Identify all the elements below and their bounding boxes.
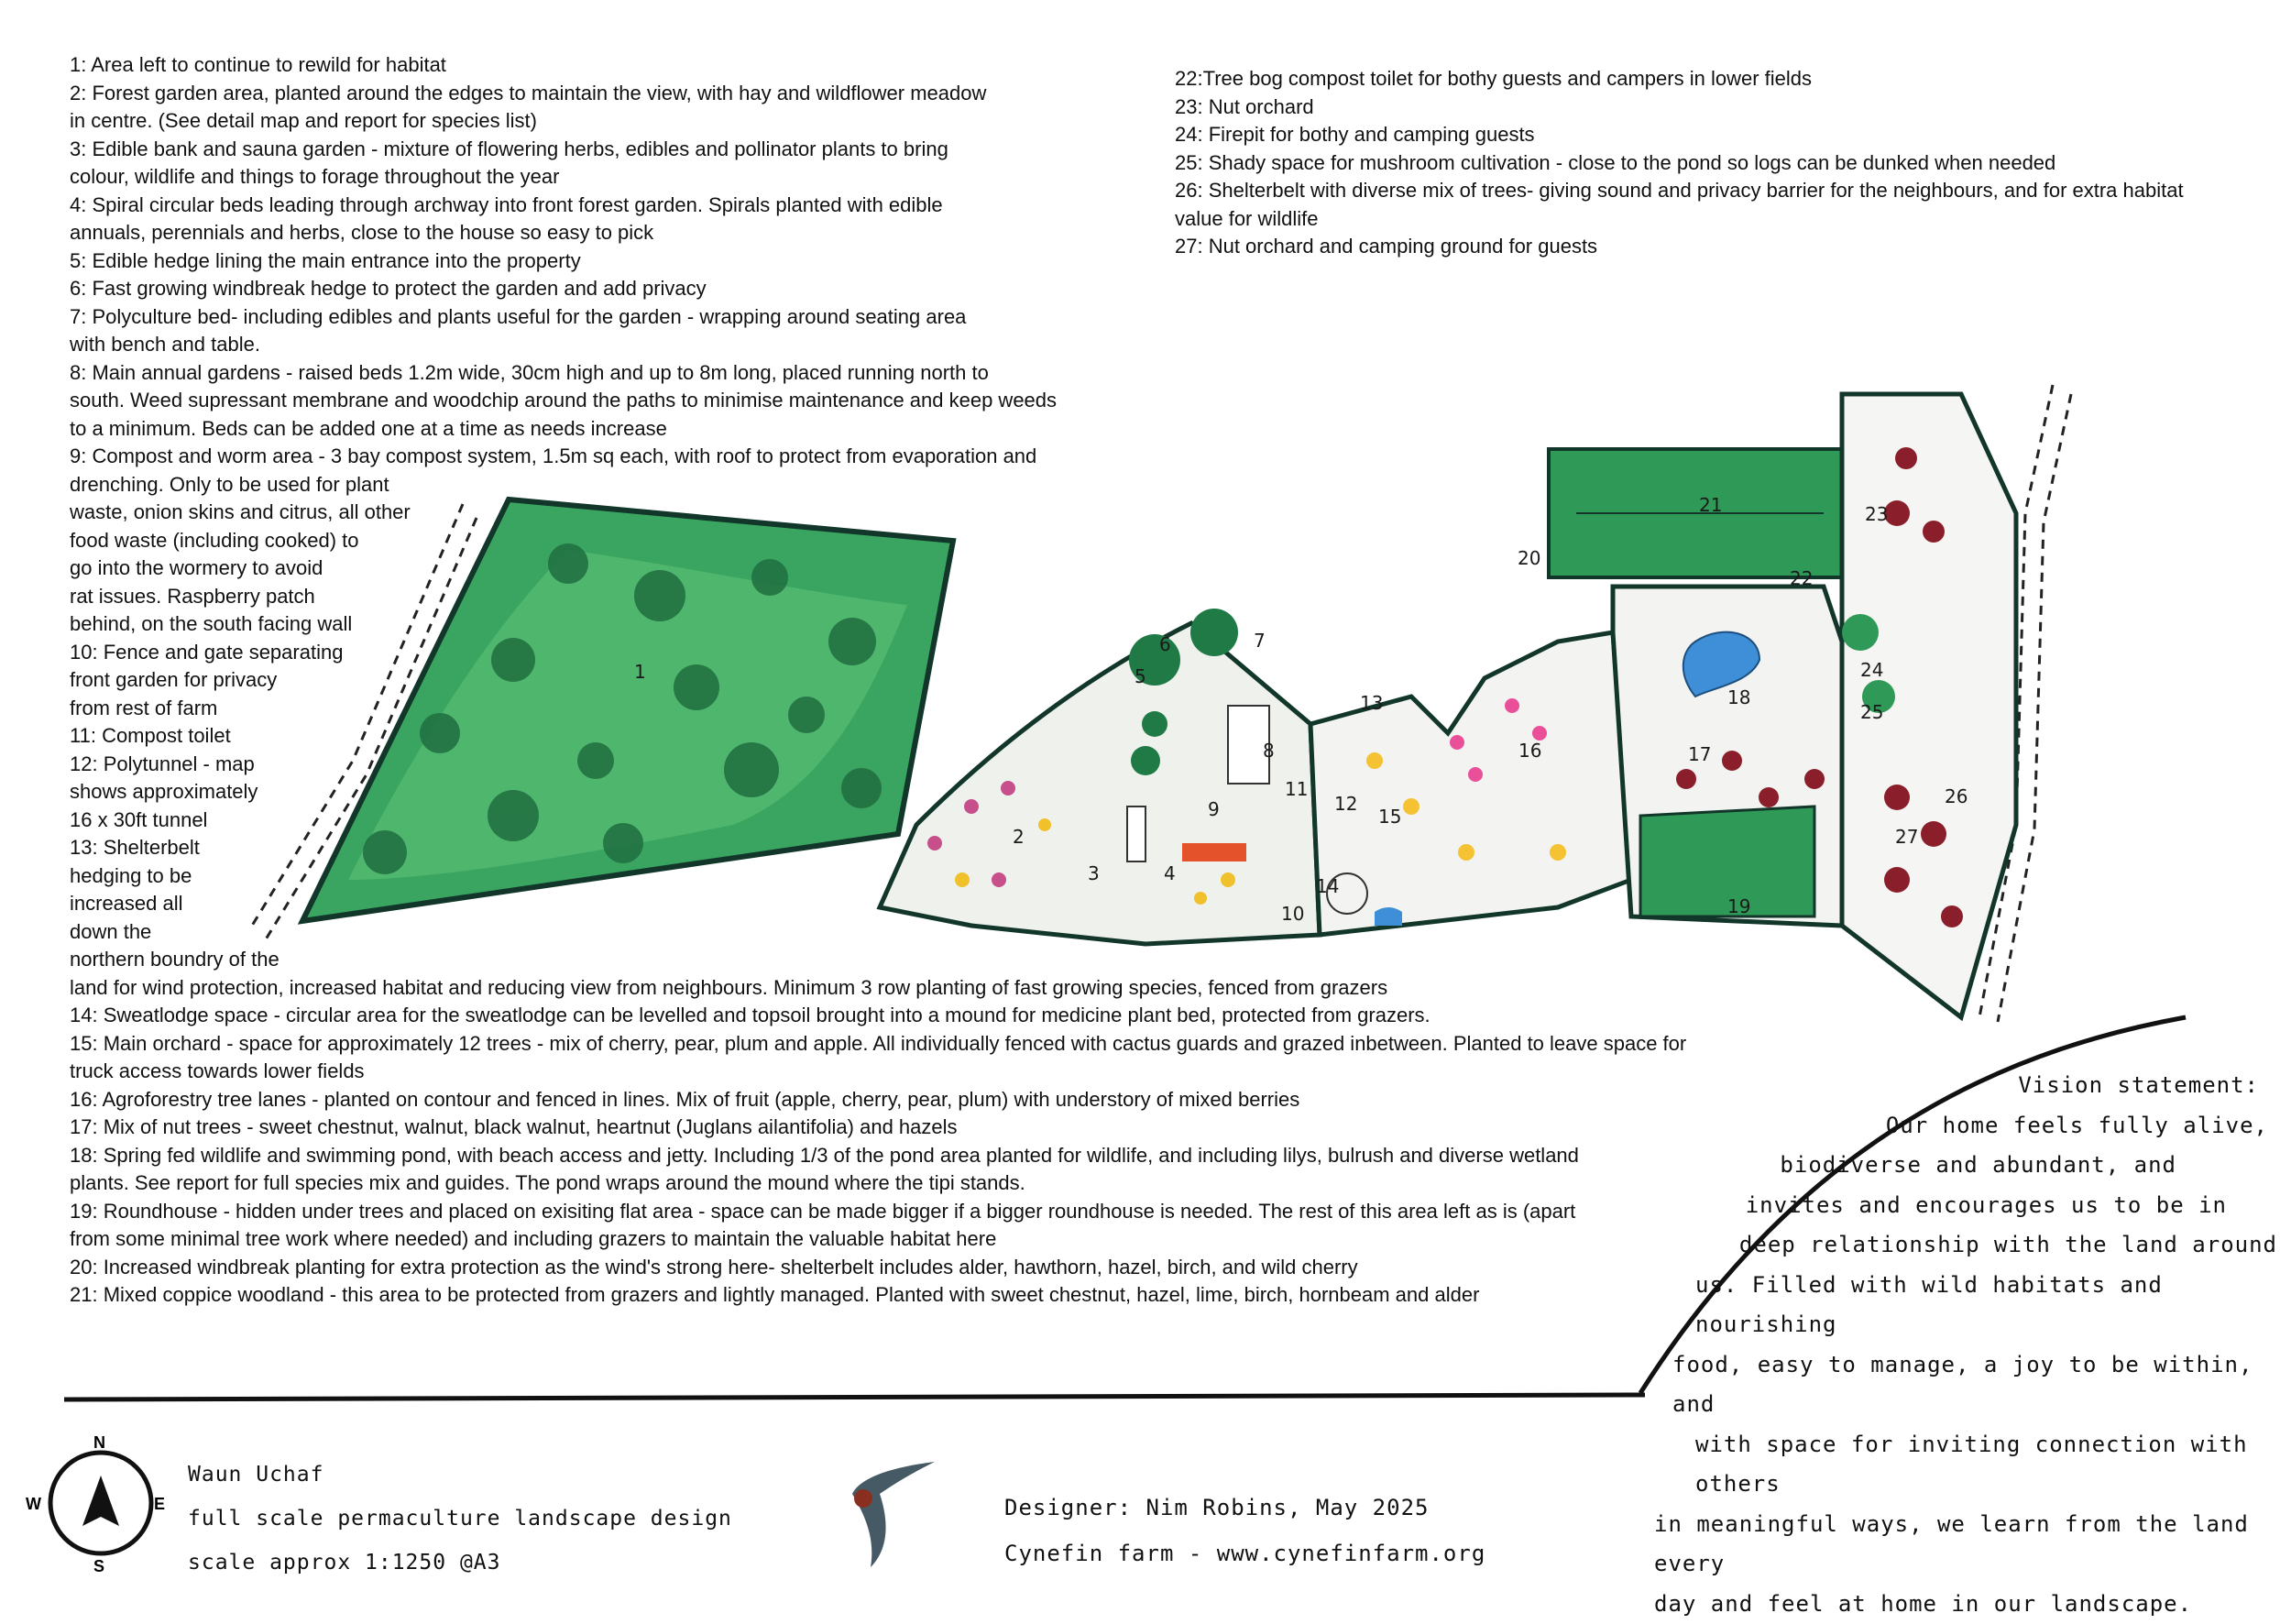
map-label-27: 27 <box>1895 826 1918 848</box>
map-label-1: 1 <box>634 661 646 683</box>
key-line: 23: Nut orchard <box>1175 93 2184 122</box>
key-line: 8: Main annual gardens - raised beds 1.2m wide, 30cm high and up to 8m long, placed running north to <box>70 359 1686 388</box>
map-label-8: 8 <box>1263 740 1275 762</box>
key-line: increased all <box>70 890 1686 918</box>
key-line: 6: Fast growing windbreak hedge to protect the garden and add privacy <box>70 275 1686 303</box>
compass-w: W <box>26 1495 41 1513</box>
key-line: 12: Polytunnel - map <box>70 751 1686 779</box>
map-label-13: 13 <box>1360 692 1383 714</box>
map-label-15: 15 <box>1378 806 1401 828</box>
key-line: down the <box>70 918 1686 947</box>
key-line: in centre. (See detail map and report for species list) <box>70 107 1686 136</box>
designer-block <box>1004 1485 1485 1576</box>
compass-e: E <box>154 1495 165 1513</box>
map-label-6: 6 <box>1159 633 1171 655</box>
key-line: 1: Area left to continue to rewild for habitat <box>70 51 1686 80</box>
key-line: rat issues. Raspberry patch <box>70 583 1686 611</box>
key-line: 18: Spring fed wildlife and swimming pond, with beach access and jetty. Including 1/3 of the pond area planted for wildlife, and including lilys, bulrush and diverse wetland <box>70 1142 1686 1170</box>
map-label-25: 25 <box>1860 701 1883 723</box>
vision-line: deep relationship with the land around <box>1640 1225 2282 1266</box>
key-line: 10: Fence and gate separating <box>70 639 1686 667</box>
key-line: 9: Compost and worm area - 3 bay compost system, 1.5m sq each, with roof to protect from evaporation and <box>70 443 1686 471</box>
key-line: 26: Shelterbelt with diverse mix of trees- giving sound and privacy barrier for the neighbours, and for extra habitat <box>1175 177 2184 205</box>
key-line: 22:Tree bog compost toilet for bothy guests and campers in lower fields <box>1175 65 2184 93</box>
map-label-17: 17 <box>1688 743 1711 765</box>
area-coppice-woodland <box>1549 449 1842 577</box>
key-line: south. Weed supressant membrane and woodchip around the paths to minimise maintenance and keep weeds <box>70 387 1686 415</box>
key-line: food waste (including cooked) to <box>70 527 1686 555</box>
vision-line: day and feel at home in our landscape. <box>1640 1585 2282 1624</box>
key-line: behind, on the south facing wall <box>70 610 1686 639</box>
area-1-rewild <box>302 499 953 921</box>
key-line: 27: Nut orchard and camping ground for guests <box>1175 233 2184 261</box>
compass-n: N <box>93 1433 105 1452</box>
farm-website: Cynefin farm - www.cynefinfarm.org <box>1004 1531 1485 1576</box>
compost-bays-area-9 <box>1182 843 1246 861</box>
swallow-illustration <box>852 1462 935 1567</box>
map-label-4: 4 <box>1164 862 1176 884</box>
map-label-21: 21 <box>1699 494 1722 516</box>
vision-line: invites and encourages us to be in <box>1640 1186 2282 1226</box>
key-line: 16 x 30ft tunnel <box>70 807 1686 835</box>
key-line: 15: Main orchard - space for approximately 12 trees - mix of cherry, pear, plum and apple. All individually fenced with cactus guards and grazed inbetween. Planted to leave space for <box>70 1030 1686 1059</box>
key-line: 5: Edible hedge lining the main entrance into the property <box>70 247 1686 276</box>
vision-line: biodiverse and abundant, and <box>1640 1146 2282 1186</box>
footer-divider-line <box>64 1395 1645 1399</box>
key-line: value for wildlife <box>1175 205 2184 234</box>
key-line: 19: Roundhouse - hidden under trees and placed on exisiting flat area - space can be made bigger if a bigger roundhouse is needed. The rest of this area left as is (apart <box>70 1198 1686 1226</box>
key-line: northern boundry of the <box>70 946 1686 974</box>
key-line: 20: Increased windbreak planting for extra protection as the wind's strong here- shelterbelt includes alder, hawthorn, hazel, birch, and wild cherry <box>70 1254 1686 1282</box>
map-label-5: 5 <box>1135 665 1146 687</box>
compass-icon <box>26 1433 165 1575</box>
map-label-7: 7 <box>1254 630 1266 652</box>
key-line: 16: Agroforestry tree lanes - planted on contour and fenced in lines. Mix of fruit (apple, cherry, pear, plum) with understory of mixed berries <box>70 1086 1686 1114</box>
key-line: front garden for privacy <box>70 666 1686 695</box>
key-line: from rest of farm <box>70 695 1686 723</box>
key-line: 11: Compost toilet <box>70 722 1686 751</box>
map-label-23: 23 <box>1865 503 1888 525</box>
map-label-24: 24 <box>1860 659 1883 681</box>
key-line: with bench and table. <box>70 331 1686 359</box>
map-label-10: 10 <box>1281 903 1304 925</box>
vision-statement <box>1640 1066 2282 1624</box>
map-label-9: 9 <box>1208 798 1220 820</box>
key-line: go into the wormery to avoid <box>70 554 1686 583</box>
key-line: 7: Polyculture bed- including edibles and plants useful for the garden - wrapping around seating area <box>70 303 1686 332</box>
site-name: Waun Uchaf <box>188 1453 732 1497</box>
key-line: 3: Edible bank and sauna garden - mixture of flowering herbs, edibles and pollinator plants to bring <box>70 136 1686 164</box>
map-label-2: 2 <box>1013 826 1025 848</box>
key-line: 24: Firepit for bothy and camping guests <box>1175 121 2184 149</box>
vision-line: with space for inviting connection with others <box>1640 1425 2282 1505</box>
vision-line: Our home feels fully alive, <box>1640 1106 2282 1147</box>
map-label-26: 26 <box>1945 785 1968 807</box>
area-front-garden <box>880 609 1320 944</box>
map-label-20: 20 <box>1518 547 1540 569</box>
title-block <box>188 1453 732 1585</box>
map-label-11: 11 <box>1285 778 1308 800</box>
key-line: hedging to be <box>70 862 1686 891</box>
key-line: 13: Shelterbelt <box>70 834 1686 862</box>
map-label-22: 22 <box>1790 567 1813 589</box>
vision-heading: Vision statement: <box>1640 1066 2282 1106</box>
map-label-12: 12 <box>1334 793 1357 815</box>
vision-line: food, easy to manage, a joy to be within, and <box>1640 1345 2282 1425</box>
key-line: 14: Sweatlodge space - circular area for the sweatlodge can be levelled and topsoil brought into a mound for medicine plant bed, protected from grazers. <box>70 1002 1686 1030</box>
vision-line: in meaningful ways, we learn from the land every <box>1640 1505 2282 1585</box>
map-label-3: 3 <box>1088 862 1100 884</box>
design-subtitle: full scale permaculture landscape design <box>188 1497 732 1541</box>
key-line: shows approximately <box>70 778 1686 807</box>
key-line: plants. See report for full species mix and guides. The pond wraps around the mound where the tipi stands. <box>70 1169 1686 1198</box>
area-orchard-agroforestry <box>1310 632 1631 935</box>
scale-note: scale approx 1:1250 @A3 <box>188 1541 732 1585</box>
key-line: truck access towards lower fields <box>70 1058 1686 1086</box>
area-pond-nut-trees <box>1613 587 1842 926</box>
key-line: from some minimal tree work where needed) and including grazers to maintain the valuable habitat here <box>70 1225 1686 1254</box>
key-line: land for wind protection, increased habitat and reducing view from neighbours. Minimum 3 row planting of fast growing species, fenced from grazers <box>70 974 1686 1003</box>
key-line: 21: Mixed coppice woodland - this area to be protected from grazers and lightly managed. Planted with sweet chestnut, hazel, lime, birch, hornbeam and alder <box>70 1281 1686 1310</box>
key-line: 4: Spiral circular beds leading through archway into front forest garden. Spirals planted with edible <box>70 192 1686 220</box>
map-label-16: 16 <box>1518 740 1541 762</box>
key-line: 2: Forest garden area, planted around the edges to maintain the view, with hay and wildflower meadow <box>70 80 1686 108</box>
key-line: annuals, perennials and herbs, close to the house so easy to pick <box>70 219 1686 247</box>
compass-s: S <box>93 1557 104 1575</box>
map-label-14: 14 <box>1316 875 1339 897</box>
key-line: to a minimum. Beds can be added one at a time as needs increase <box>70 415 1686 444</box>
map-label-19: 19 <box>1727 895 1750 917</box>
designer-credit: Designer: Nim Robins, May 2025 <box>1004 1485 1485 1531</box>
key-line: 17: Mix of nut trees - sweet chestnut, walnut, black walnut, heartnut (Juglans ailantifolia) and hazels <box>70 1114 1686 1142</box>
map-label-18: 18 <box>1727 686 1750 708</box>
key-line: colour, wildlife and things to forage throughout the year <box>70 163 1686 192</box>
key-line: 25: Shady space for mushroom cultivation - close to the pond so logs can be dunked when needed <box>1175 149 2184 178</box>
key-line: drenching. Only to be used for plant <box>70 471 1686 499</box>
key-line: waste, onion skins and citrus, all other <box>70 499 1686 527</box>
vision-line: us. Filled with wild habitats and nourishing <box>1640 1266 2282 1345</box>
